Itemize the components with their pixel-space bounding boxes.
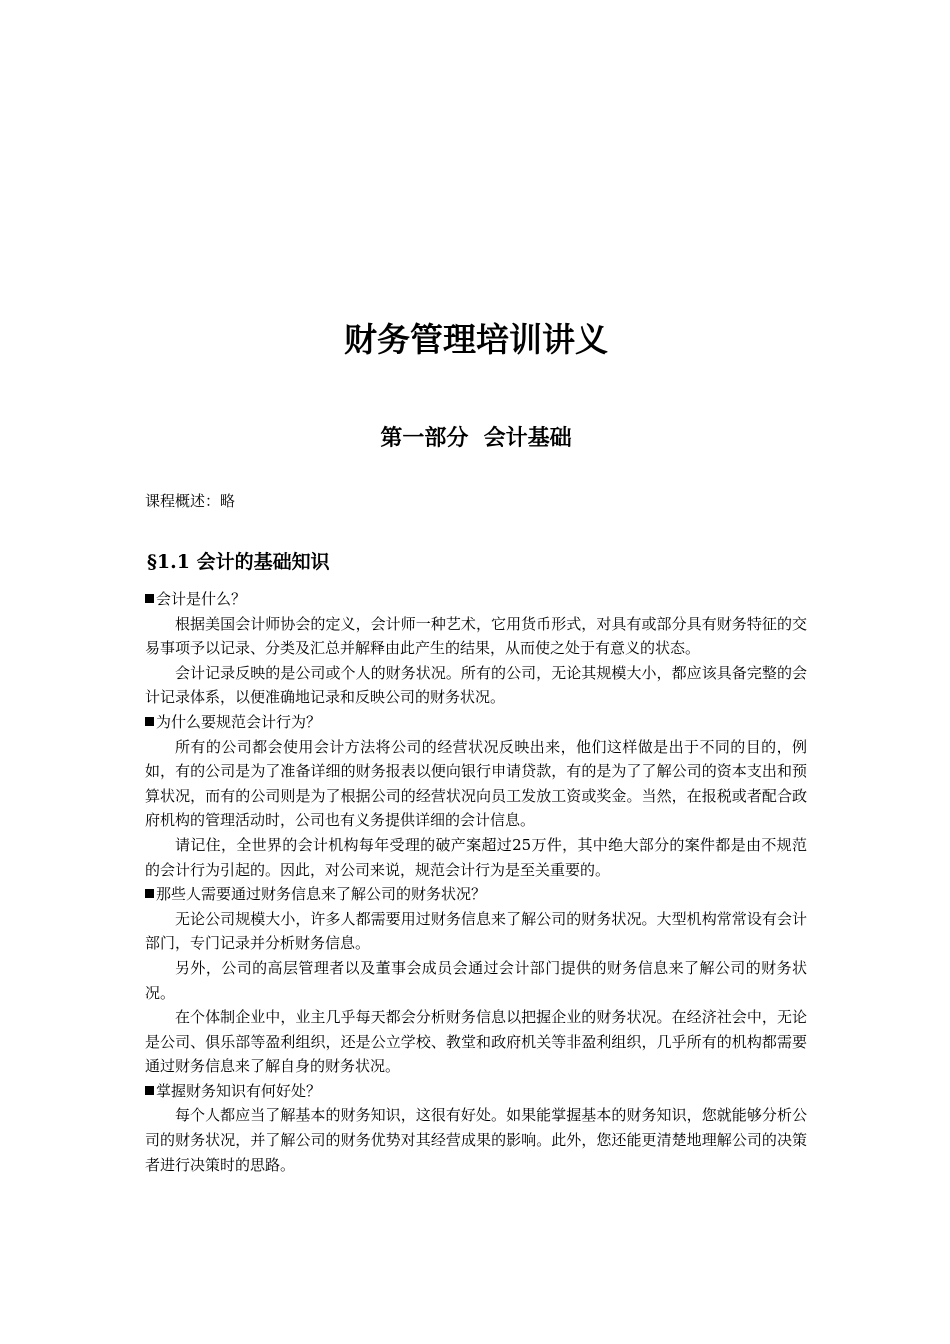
section-title: §1.1 会计的基础知识 bbox=[147, 551, 330, 573]
square-bullet-icon bbox=[145, 1086, 154, 1095]
paragraph: 请记住，全世界的会计机构每年受理的破产案超过25万件，其中绝大部分的案件都是由不规范的会计行为引起的。因此，对公司来说，规范会计行为是至关重要的。 bbox=[145, 835, 807, 879]
paragraph: 会计记录反映的是公司或个人的财务状况。所有的公司，无论其规模大小，都应该具备完整的会计记录体系，以便准确地记录和反映公司的财务状况。 bbox=[145, 663, 807, 707]
question-heading bbox=[145, 882, 807, 907]
part-title: 第一部分 会计基础 bbox=[380, 425, 572, 451]
paragraph: 根据美国会计师协会的定义，会计师一种艺术，它用货币形式，对具有或部分具有财务特征的交易事项予以记录、分类及汇总并解释由此产生的结果，从而使之处于有意义的状态。 bbox=[145, 614, 807, 658]
question-text: 掌握财务知识有何好处？ bbox=[156, 1081, 322, 1100]
question-heading bbox=[145, 587, 807, 612]
square-bullet-icon bbox=[145, 594, 154, 603]
paragraph: 所有的公司都会使用会计方法将公司的经营状况反映出来，他们这样做是出于不同的目的，例如，有的公司是为了准备详细的财务报表以便向银行申请贷款，有的是为了了解公司的资本支出和预算状况，而有的公司则是为了根据公司的经营状况向员工发放工资或奖金。当然，在报税或者配合政府机构的管理活动时，公司也有义务提供详细的会计信息。 bbox=[145, 737, 807, 830]
question-text: 会计是什么？ bbox=[156, 590, 247, 608]
body-text bbox=[145, 587, 807, 1177]
question-heading bbox=[145, 710, 807, 735]
course-overview: 课程概述：略 bbox=[145, 492, 236, 510]
question-text: 为什么要规范会计行为？ bbox=[156, 712, 322, 731]
paragraph: 无论公司规模大小，许多人都需要用过财务信息来了解公司的财务状况。大型机构常常设有会计部门，专门记录并分析财务信息。 bbox=[145, 909, 807, 953]
square-bullet-icon bbox=[145, 889, 154, 898]
question-text: 那些人需要通过财务信息来了解公司的财务状况？ bbox=[156, 885, 487, 904]
paragraph: 每个人都应当了解基本的财务知识，这很有好处。如果能掌握基本的财务知识，您就能够分析公司的财务状况，并了解公司的财务优势对其经营成果的影响。此外，您还能更清楚地理解公司的决策者进行决策时的思路。 bbox=[145, 1106, 807, 1174]
question-heading bbox=[145, 1079, 807, 1104]
paragraph: 在个体制企业中，业主几乎每天都会分析财务信息以把握企业的财务状况。在经济社会中，无论是公司、俱乐部等盈利组织，还是公立学校、教堂和政府机关等非盈利组织，几乎所有的机构都需要通过财务信息来了解自身的财务状况。 bbox=[145, 1008, 807, 1076]
square-bullet-icon bbox=[145, 717, 154, 726]
document-title: 财务管理培训讲义 bbox=[344, 320, 608, 359]
paragraph: 另外，公司的高层管理者以及董事会成员会通过会计部门提供的财务信息来了解公司的财务状况。 bbox=[145, 958, 807, 1002]
